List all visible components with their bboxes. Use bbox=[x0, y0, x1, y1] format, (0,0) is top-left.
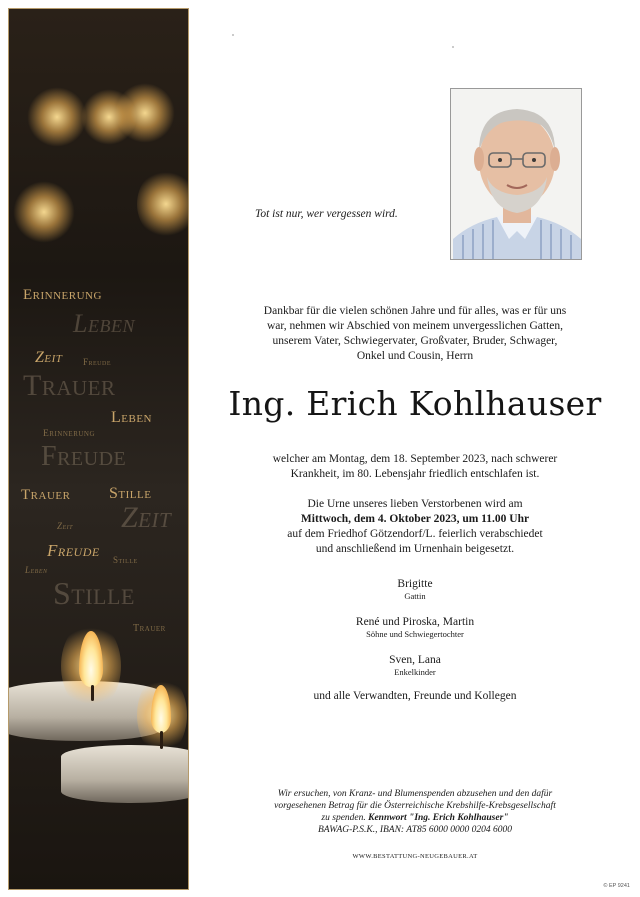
donation-bank: BAWAG-P.S.K., IBAN: AT85 6000 0000 0204 6000 bbox=[317, 825, 513, 835]
family-relation: Söhne und Schwiegertochter bbox=[366, 629, 464, 639]
family-names: Brigitte bbox=[397, 578, 433, 590]
intro-text bbox=[210, 304, 620, 364]
panel-word: Leben bbox=[73, 309, 135, 338]
panel-word: Freude bbox=[47, 541, 100, 560]
family-entry bbox=[210, 654, 620, 677]
panel-word: Zeit bbox=[57, 521, 74, 531]
panel-word: Stille bbox=[53, 575, 135, 611]
panel-word: Leben bbox=[111, 409, 152, 426]
closing-line: und alle Verwandten, Freunde und Kollegen bbox=[313, 690, 517, 702]
family-relation: Enkelkinder bbox=[394, 667, 436, 677]
intro-line: Onkel und Cousin, Herrn bbox=[356, 350, 474, 362]
deceased-name: Ing. Erich Kohlhauser bbox=[228, 384, 602, 423]
urn-line: auf dem Friedhof Götzendorf/L. feierlich verabschiedet bbox=[287, 528, 543, 540]
candle-glow bbox=[137, 169, 189, 239]
panel-word: Stille bbox=[109, 485, 152, 502]
family-names: Sven, Lana bbox=[389, 654, 441, 666]
panel-word: Stille bbox=[113, 555, 138, 565]
candle-glow bbox=[27, 87, 87, 147]
panel-word: Erinnerung bbox=[43, 429, 96, 439]
donation-line: Wir ersuchen, von Kranz- und Blumenspenden abzusehen und den dafür bbox=[277, 789, 553, 799]
donation-text: zu spenden. bbox=[321, 813, 366, 823]
panel-word: Leben bbox=[25, 565, 48, 575]
portrait-illustration bbox=[451, 89, 582, 260]
panel-word: Erinnerung bbox=[23, 287, 102, 303]
donation-line bbox=[210, 812, 620, 824]
memorial-quote: Tot ist nur, wer vergessen wird. bbox=[255, 208, 398, 220]
donation-note bbox=[210, 788, 620, 836]
candle-glow bbox=[115, 83, 175, 143]
portrait-photo bbox=[450, 88, 582, 260]
panel-word: Zeit bbox=[35, 349, 63, 366]
website-link[interactable]: WWW.BESTATTUNG-NEUGEBAUER.AT bbox=[352, 853, 478, 860]
print-speck bbox=[232, 34, 234, 36]
urn-line: und anschließend im Urnenhain beigesetzt. bbox=[315, 543, 515, 555]
urn-line: Die Urne unseres lieben Verstorbenen wird am bbox=[307, 498, 523, 510]
intro-line: unserem Vater, Schwiegervater, Großvater, Bruder, Schwager, bbox=[272, 335, 558, 347]
intro-line: war, nehmen wir Abschied von meinem unvergesslichen Gatten, bbox=[266, 320, 563, 332]
candle-image-panel bbox=[8, 8, 189, 890]
panel-word: Trauer bbox=[23, 369, 116, 402]
candle-glow bbox=[13, 181, 75, 243]
family-entry bbox=[210, 616, 620, 639]
panel-word: Freude bbox=[83, 357, 112, 367]
death-notice bbox=[210, 452, 620, 482]
panel-word: Trauer bbox=[133, 623, 166, 634]
family-names: René und Piroska, Martin bbox=[355, 616, 475, 628]
panel-word: Freude bbox=[41, 441, 127, 472]
intro-line: Dankbar für die vielen schönen Jahre und für alles, was er für uns bbox=[263, 305, 567, 317]
death-line: Krankheit, im 80. Lebensjahr friedlich entschlafen ist. bbox=[290, 468, 540, 480]
panel-word: Trauer bbox=[21, 487, 71, 503]
family-entry bbox=[210, 578, 620, 601]
candle-wick bbox=[91, 685, 94, 701]
donation-line: vorgesehenen Betrag für die Österreichische Krebshilfe-Krebsgesellschaft bbox=[274, 801, 556, 811]
urn-ceremony bbox=[210, 497, 620, 557]
family-relation: Gattin bbox=[404, 591, 426, 601]
candle-wick bbox=[160, 731, 163, 749]
print-speck bbox=[452, 46, 454, 48]
panel-word: Zeit bbox=[121, 501, 172, 534]
donation-keyword: Kennwort "Ing. Erich Kohlhauser" bbox=[368, 813, 509, 823]
candle bbox=[61, 745, 189, 803]
document-code: © EP 9241 bbox=[603, 883, 630, 889]
death-line: welcher am Montag, dem 18. September 2023, nach schwerer bbox=[272, 453, 558, 465]
urn-date: Mittwoch, dem 4. Oktober 2023, um 11.00 Uhr bbox=[300, 513, 530, 525]
